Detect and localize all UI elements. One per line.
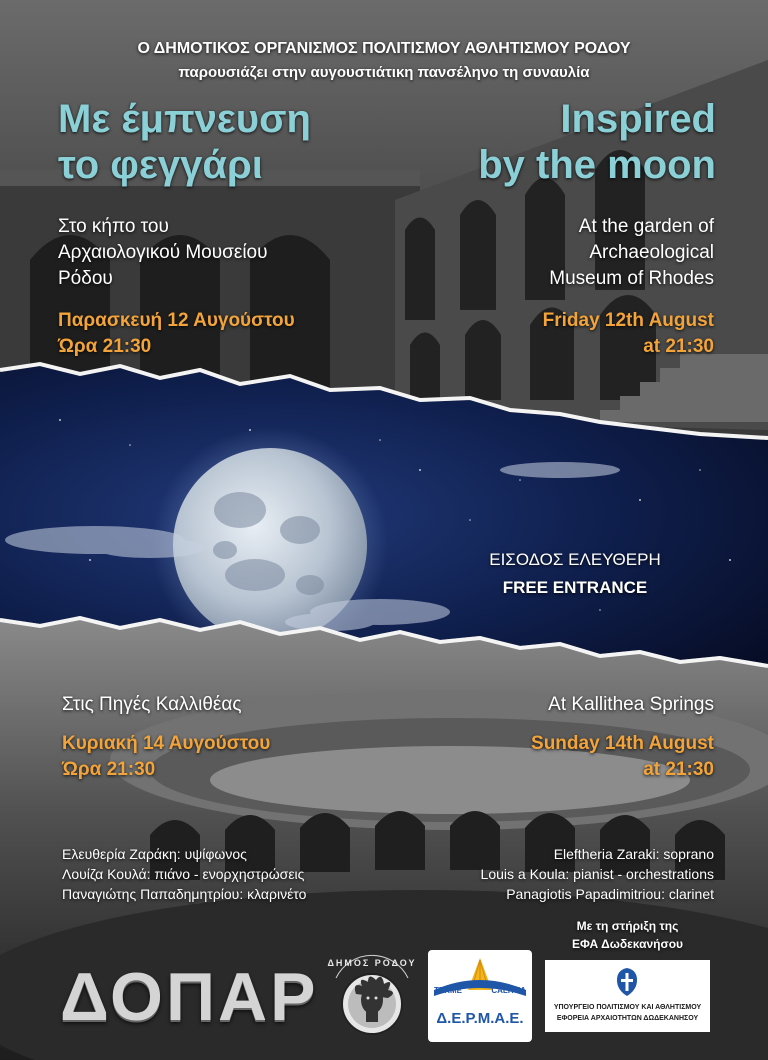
calitea-label: CALITEA [491, 986, 526, 995]
event1-english-venue-2: Archaeological [589, 242, 714, 263]
event1-greek-date: Παρασκευή 12 Αυγούστου [58, 310, 295, 331]
event1-greek-venue-2: Αρχαιολογικού Μουσείου [58, 242, 268, 263]
event1-greek-venue-3: Ρόδου [58, 268, 113, 289]
event1-english-date: Friday 12th August [542, 310, 714, 331]
support-line-1: Με τη στήριξη της [576, 919, 679, 933]
performer-english-1: Eleftheria Zaraki: soprano [553, 846, 714, 862]
title-greek-line-2: το φεγγάρι [58, 143, 263, 187]
performer-greek-1: Ελευθερία Ζαράκη: υψίφωνος [62, 846, 247, 862]
title-greek-line-1: Με έμπνευση [58, 97, 311, 141]
title-english-line-1: Inspired [560, 97, 716, 141]
ministry-logo [545, 960, 710, 1032]
header-line-1: Ο ΔΗΜΟΤΙΚΟΣ ΟΡΓΑΝΙΣΜΟΣ ΠΟΛΙΤΙΣΜΟΥ ΑΘΛΗΤΙΣΜΟΥ ΡΟΔΟΥ [137, 40, 631, 57]
terme-label: TERME [434, 986, 462, 995]
dimos-rodou-label: ΔΗΜΟΣ ΡΟΔΟΥ [327, 958, 417, 968]
event1-english-time: at 21:30 [643, 336, 714, 357]
performer-english-2: Louis a Koula: pianist - orchestrations [480, 866, 714, 882]
support-line-2: ΕΦΑ Δωδεκανήσου [571, 937, 684, 951]
title-english-line-2: by the moon [478, 143, 716, 187]
event1-english-venue-1: At the garden of [578, 216, 714, 237]
ministry-line-2: ΕΦΟΡΕΙΑ ΑΡΧΑΙΟΤΗΤΩΝ ΔΩΔΕΚΑΝΗΣΟΥ [556, 1015, 699, 1022]
ministry-line-1: ΥΠΟΥΡΓΕΙΟ ΠΟΛΙΤΙΣΜΟΥ ΚΑΙ ΑΘΛΗΤΙΣΜΟΥ [553, 1004, 702, 1011]
performer-greek-3: Παναγιώτης Παπαδημητρίου: κλαρινέτο [62, 886, 307, 902]
event1-greek-time: Ώρα 21:30 [58, 336, 152, 357]
free-entrance-greek: ΕΙΣΟΔΟΣ ΕΛΕΥΘΕΡΗ [489, 550, 661, 569]
event1-english-venue-3: Museum of Rhodes [549, 268, 714, 289]
event2-greek-date: Κυριακή 14 Αυγούστου [62, 733, 271, 754]
free-entrance-english: FREE ENTRANCE [502, 578, 648, 597]
event2-english-time: at 21:30 [643, 759, 714, 780]
dermae-label: Δ.Ε.Ρ.Μ.Α.Ε. [436, 1010, 524, 1027]
header-line-2: παρουσιάζει στην αυγουστιάτικη πανσέληνο τη συναυλία [178, 64, 590, 81]
event2-english-venue: At Kallithea Springs [548, 694, 714, 715]
event2-greek-time: Ώρα 21:30 [62, 759, 156, 780]
greek-emblem-icon [613, 966, 641, 998]
performer-english-3: Panagiotis Papadimitriou: clarinet [506, 886, 714, 902]
event2-english-date: Sunday 14th August [531, 733, 714, 754]
performer-greek-2: Λουίζα Κουλά: πιάνο - ενορχηστρώσεις [62, 866, 305, 882]
dermae-logo [428, 950, 532, 1042]
event1-greek-venue-1: Στο κήπο του [58, 216, 169, 237]
shell-icon [428, 950, 532, 1010]
dopar-logo: ΔΟΠΑΡ [60, 959, 319, 1035]
event2-greek-venue: Στις Πηγές Καλλιθέας [62, 694, 242, 715]
dimos-rodou-seal [326, 948, 418, 1044]
